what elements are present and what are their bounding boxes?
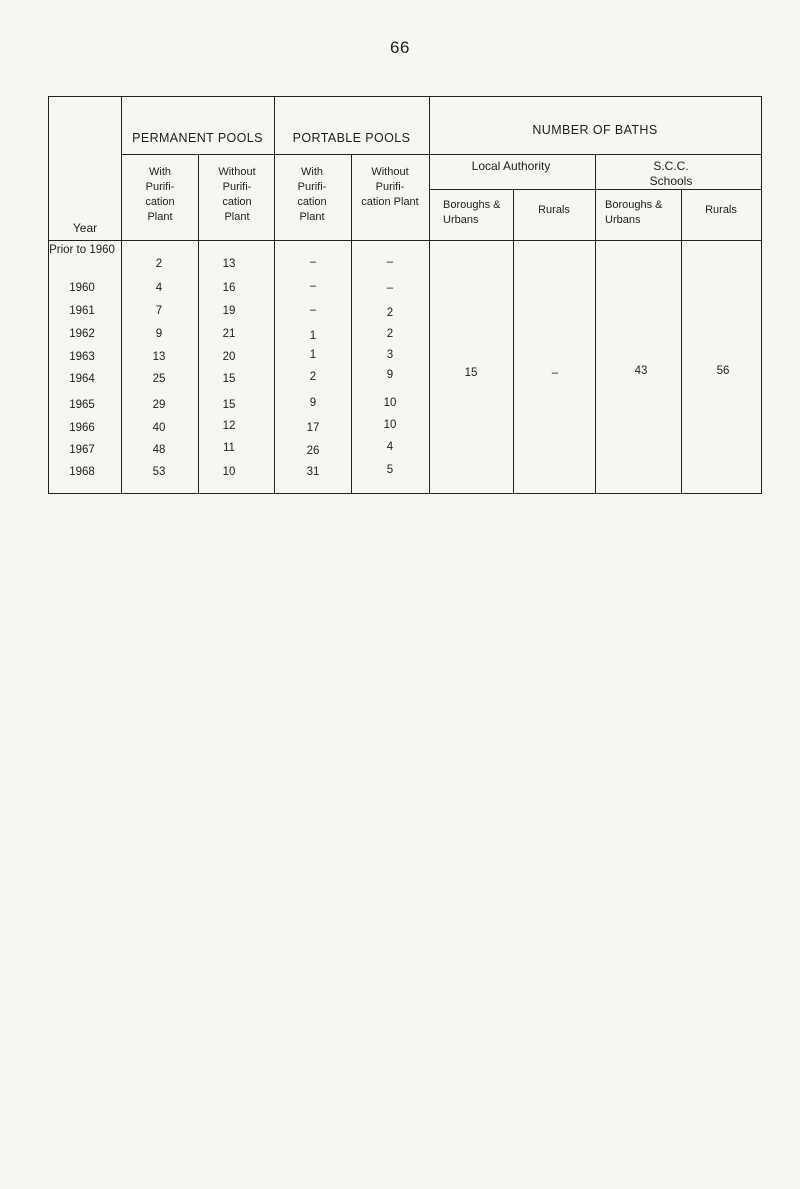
port-with-header: With Purifi- cation Plant	[297, 166, 327, 223]
scc-boroughs-header: Boroughs & Urbans	[605, 199, 663, 226]
la-rurals-header: Rurals	[538, 204, 570, 216]
cell-la-rurals: –	[551, 367, 559, 379]
cell-perm-with: 48	[152, 444, 166, 456]
cell-port-with: 17	[306, 422, 320, 434]
cell-perm-without: 15	[222, 373, 236, 385]
local-authority-header: Local Authority	[471, 159, 551, 173]
cell-perm-with: 2	[155, 258, 163, 270]
cell-perm-without: 16	[222, 282, 236, 294]
table-row-year: 1961	[69, 305, 95, 317]
cell-port-without: 5	[386, 464, 394, 476]
cell-port-without: 9	[386, 369, 394, 381]
cell-perm-without: 13	[222, 258, 236, 270]
scc-rurals-header: Rurals	[705, 204, 737, 216]
cell-perm-without: 15	[222, 399, 236, 411]
table-row-year: 1964	[69, 373, 95, 385]
port-without-header: Without Purifi- cation Plant	[361, 166, 419, 208]
cell-perm-with: 25	[152, 373, 166, 385]
cell-port-with: 1	[309, 330, 317, 342]
cell-perm-with: 53	[152, 466, 166, 478]
permanent-pools-header: PERMANENT POOLS	[132, 131, 263, 145]
cell-perm-with: 29	[152, 399, 166, 411]
table-row-year: 1960	[69, 282, 95, 294]
cell-perm-without: 11	[223, 442, 235, 454]
cell-port-with: 31	[306, 466, 320, 478]
cell-port-with: –	[309, 256, 317, 268]
cell-port-without: –	[386, 256, 394, 268]
perm-with-header: With Purifi- cation Plant	[145, 166, 175, 223]
cell-scc-rurals: 56	[716, 365, 730, 377]
cell-perm-with: 4	[155, 282, 163, 294]
page-number: 66	[390, 38, 410, 57]
table-row-year: 1968	[69, 466, 95, 478]
cell-perm-without: 20	[222, 351, 236, 363]
cell-port-without: 10	[383, 397, 397, 409]
table-row-year: 1963	[69, 351, 95, 363]
table-row-year: 1966	[69, 422, 95, 434]
cell-scc-boroughs: 43	[634, 365, 648, 377]
cell-port-without: 2	[386, 328, 394, 340]
cell-perm-with: 7	[155, 305, 163, 317]
cell-perm-with: 40	[152, 422, 166, 434]
cell-port-with: 1	[309, 349, 317, 361]
cell-perm-without: 10	[222, 466, 236, 478]
cell-perm-without: 19	[222, 305, 236, 317]
year-header: Year	[72, 221, 98, 235]
cell-la-boroughs: 15	[464, 367, 478, 379]
table-row-year: 1965	[69, 399, 95, 411]
table-row-year: Prior to 1960	[49, 244, 115, 256]
cell-port-with: 2	[309, 371, 317, 383]
scc-schools-header: S.C.C. Schools	[649, 159, 693, 188]
cell-port-with: 9	[309, 397, 317, 409]
cell-perm-without: 21	[222, 328, 236, 340]
swimming-pools-table	[48, 96, 762, 494]
cell-port-with: –	[309, 304, 317, 316]
table-row-year: 1962	[69, 328, 95, 340]
number-of-baths-header: NUMBER OF BATHS	[532, 123, 658, 137]
cell-port-with: –	[309, 280, 317, 292]
portable-pools-header: PORTABLE POOLS	[292, 131, 411, 145]
cell-perm-with: 13	[152, 351, 166, 363]
cell-perm-without: 12	[222, 420, 236, 432]
cell-port-without: 3	[386, 349, 394, 361]
cell-port-without: 4	[386, 441, 394, 453]
cell-perm-with: 9	[155, 328, 163, 340]
perm-without-header: Without Purifi- cation Plant	[218, 166, 256, 223]
table-row-year: 1967	[69, 444, 95, 456]
la-boroughs-header: Boroughs & Urbans	[443, 199, 501, 226]
cell-port-without: 10	[383, 419, 397, 431]
cell-port-without: 2	[386, 307, 394, 319]
cell-port-with: 26	[306, 445, 320, 457]
cell-port-without: –	[386, 282, 394, 294]
